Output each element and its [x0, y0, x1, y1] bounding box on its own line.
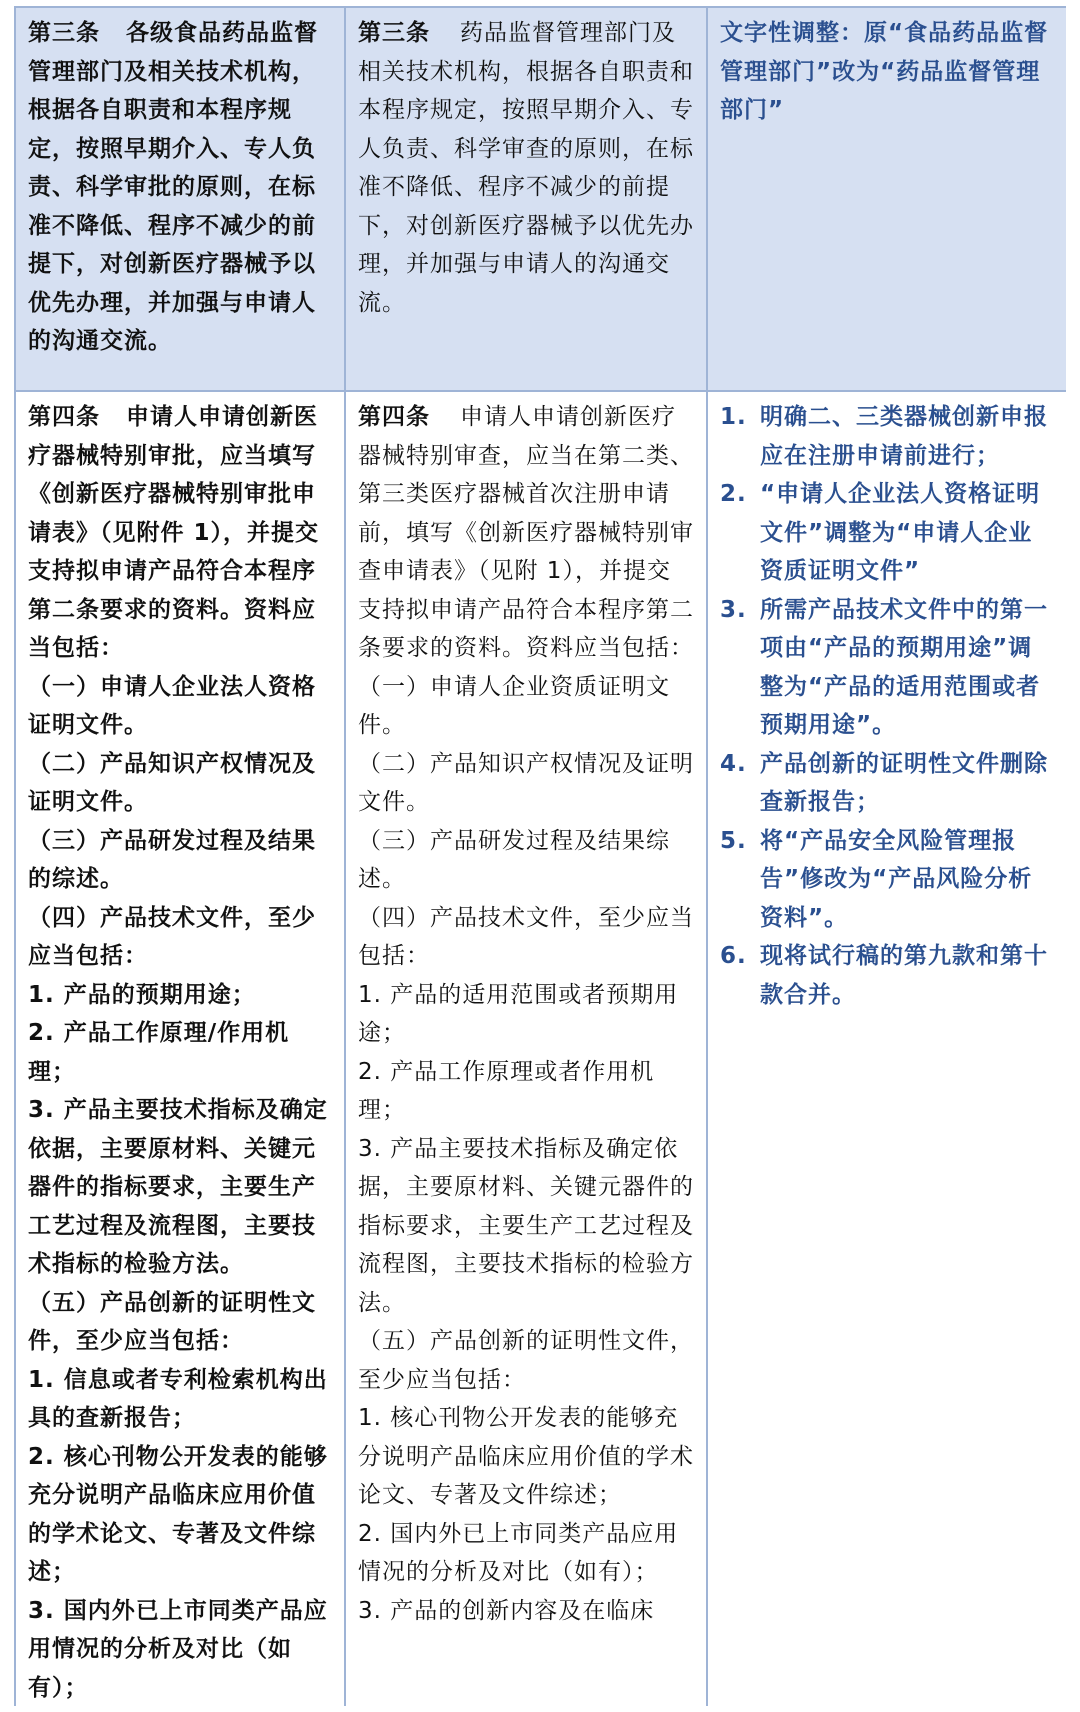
list-item	[720, 591, 1054, 745]
new-clause: 1. 核心刊物公开发表的能够充分说明产品临床应用价值的学术论文、专著及文件综述；	[358, 1405, 694, 1508]
new-article-paragraph	[358, 398, 694, 668]
new-article-number: 第四条	[358, 404, 430, 430]
note-item-text: “申请人企业法人资格证明文件”调整为“申请人企业资质证明文件”	[760, 481, 1041, 584]
old-clause: （四）产品技术文件，至少应当包括：	[28, 904, 316, 969]
old-article-number: 第四条	[28, 404, 100, 430]
new-clause: 1. 产品的适用范围或者预期用途；	[358, 981, 679, 1046]
note-item-number: 3.	[720, 596, 747, 623]
old-article-paragraph	[28, 398, 332, 668]
note-item-text: 所需产品技术文件中的第一项由“产品的预期用途”调整为“产品的适用范围或者预期用途”。	[760, 596, 1048, 738]
new-clause: （三）产品研发过程及结果综述。	[358, 827, 670, 892]
list-item	[720, 745, 1054, 822]
note-item-text: 明确二、三类器械创新申报应在注册申请前进行；	[760, 404, 1048, 469]
note-item-number: 6.	[720, 943, 747, 969]
new-clause: （一）申请人企业资质证明文件。	[358, 673, 670, 738]
old-text-cell	[15, 7, 345, 391]
new-text-cell	[345, 7, 707, 391]
table-row	[15, 391, 1066, 1706]
note-item-number: 2.	[720, 481, 747, 507]
new-article-number: 第三条	[358, 20, 430, 46]
new-clause: （四）产品技术文件，至少应当包括：	[358, 904, 694, 969]
regulation-comparison-table	[14, 6, 1066, 1706]
list-item	[720, 937, 1054, 1014]
old-text-cell	[15, 391, 345, 1706]
old-clause: 2. 核心刊物公开发表的能够充分说明产品临床应用价值的学术论文、专著及文件综述；	[28, 1443, 328, 1585]
old-clause: 1. 信息或者专利检索机构出具的查新报告；	[28, 1366, 328, 1431]
new-text-cell	[345, 391, 707, 1706]
list-item	[720, 475, 1054, 591]
note-item-text: 将“产品安全风险管理报告”修改为“产品风险分析资料”。	[760, 827, 1033, 931]
new-article-text: 药品监督管理部门及相关技术机构，根据各自职责和本程序规定，按照早期介入、专人负责、科学审查的原则，在标准不降低、程序不减少的前提下，对创新医疗器械予以优先办理，并加强与申请人的沟通交流。	[358, 20, 694, 316]
note-item-text: 产品创新的证明性文件删除查新报告；	[760, 750, 1048, 815]
new-clause: 3. 产品主要技术指标及确定依据，主要原材料、关键元器件的指标要求，主要生产工艺过程及流程图，主要技术指标的检验方法。	[358, 1135, 694, 1316]
new-article-paragraph	[358, 14, 694, 322]
new-clause: （五）产品创新的证明性文件，至少应当包括：	[358, 1328, 694, 1393]
old-clause: 2. 产品工作原理/作用机理；	[28, 1020, 290, 1085]
old-article-paragraph	[28, 14, 332, 361]
old-clause: （五）产品创新的证明性文件，至少应当包括：	[28, 1289, 316, 1354]
new-clause: 3. 产品的创新内容及在临床	[358, 1597, 655, 1624]
old-article-number: 第三条	[28, 20, 100, 46]
old-clause: （一）申请人企业法人资格证明文件。	[28, 673, 316, 738]
note-item-text: 现将试行稿的第九款和第十款合并。	[760, 943, 1048, 1008]
new-clause: 2. 产品工作原理或者作用机理；	[358, 1058, 655, 1123]
new-clause: （二）产品知识产权情况及证明文件。	[358, 750, 694, 815]
old-clause: 1. 产品的预期用途；	[28, 981, 256, 1008]
note-item-number: 4.	[720, 750, 747, 777]
table-row	[15, 7, 1066, 391]
note-item-number: 5.	[720, 827, 747, 854]
old-clause: （三）产品研发过程及结果的综述。	[28, 827, 316, 892]
comparison-page	[14, 6, 1066, 1706]
old-clause: 3. 国内外已上市同类产品应用情况的分析及对比（如有）；	[28, 1597, 328, 1701]
new-article-text: 申请人申请创新医疗器械特别审查，应当在第二类、第三类医疗器械首次注册申请前，填写《创新医疗器械特别审查申请表》（见附 1），并提交支持拟申请产品符合本程序第二条要求的资料。资料应当包括：	[358, 404, 694, 661]
old-clause: （二）产品知识产权情况及证明文件。	[28, 750, 316, 815]
old-article-text: 各级食品药品监督管理部门及相关技术机构，根据各自职责和本程序规定，按照早期介入、专人负责、科学审批的原则，在标准不降低、程序不减少的前提下，对创新医疗器械予以优先办理，并加强与申请人的沟通交流。	[28, 20, 318, 354]
revision-note-cell	[707, 391, 1066, 1706]
list-item	[720, 398, 1054, 475]
revision-note-text: 文字性调整：原“食品药品监督管理部门”改为“药品监督管理部门”	[720, 20, 1049, 123]
old-article-text: 申请人申请创新医疗器械特别审批，应当填写《创新医疗器械特别审批申请表》（见附件 1），并提交支持拟申请产品符合本程序第二条要求的资料。资料应当包括：	[28, 404, 320, 661]
list-item	[720, 822, 1054, 938]
revision-note-cell	[707, 7, 1066, 391]
revision-note-list	[720, 398, 1054, 1014]
note-item-number: 1.	[720, 404, 747, 430]
new-clause: 2. 国内外已上市同类产品应用情况的分析及对比（如有）；	[358, 1520, 679, 1585]
old-clause: 3. 产品主要技术指标及确定依据，主要原材料、关键元器件的指标要求，主要生产工艺过程及流程图，主要技术指标的检验方法。	[28, 1097, 328, 1277]
